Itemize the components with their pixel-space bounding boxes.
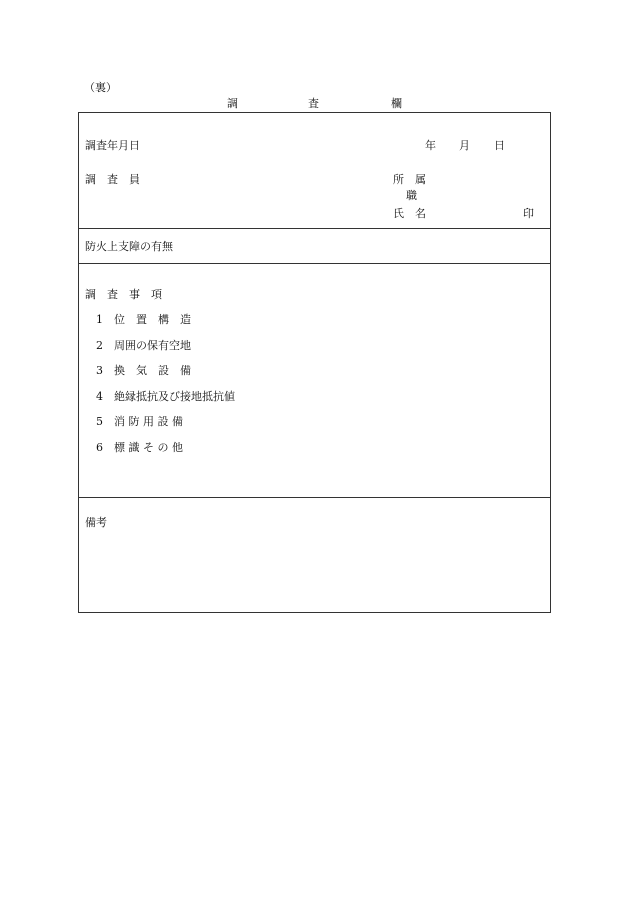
title-char-3: 欄: [391, 97, 402, 110]
survey-item-text: 周囲の保有空地: [114, 339, 191, 352]
survey-item-text: 換 気 設 備: [114, 364, 191, 377]
remarks-label: 備考: [85, 516, 107, 529]
survey-item-number: 2: [96, 339, 103, 352]
fire-prevention-label: 防火上支障の有無: [85, 240, 173, 253]
survey-item-text: 絶縁抵抗及び接地抵抗値: [114, 390, 235, 403]
seal-mark: 印: [523, 207, 534, 220]
title-char-2: 査: [308, 97, 319, 110]
affiliation-label: 所 属: [393, 173, 426, 186]
inspector-label: 調 査 員: [85, 173, 140, 186]
survey-item-text: 消 防 用 設 備: [114, 415, 183, 428]
survey-item-number: 4: [96, 390, 103, 403]
survey-item-number: 6: [96, 441, 103, 454]
date-unit-year: 年: [425, 139, 436, 152]
title-char-1: 調: [227, 97, 238, 110]
survey-form-table: [78, 112, 551, 613]
survey-date-label: 調査年月日: [85, 139, 140, 152]
name-label: 氏 名: [393, 207, 426, 220]
date-unit-month: 月: [459, 139, 470, 152]
position-label: 職: [406, 189, 417, 202]
survey-item-number: 3: [96, 364, 103, 377]
survey-item-number: 5: [96, 415, 103, 428]
side-label: （裏）: [84, 81, 117, 94]
survey-item-text: 位 置 構 造: [114, 313, 191, 326]
survey-item-text: 標 識 そ の 他: [114, 441, 183, 454]
row-divider-1: [79, 228, 550, 229]
date-unit-day: 日: [494, 139, 505, 152]
row-divider-3: [79, 497, 550, 498]
row-divider-2: [79, 263, 550, 264]
survey-item-number: 1: [96, 313, 103, 326]
survey-items-heading: 調 査 事 項: [85, 288, 162, 301]
